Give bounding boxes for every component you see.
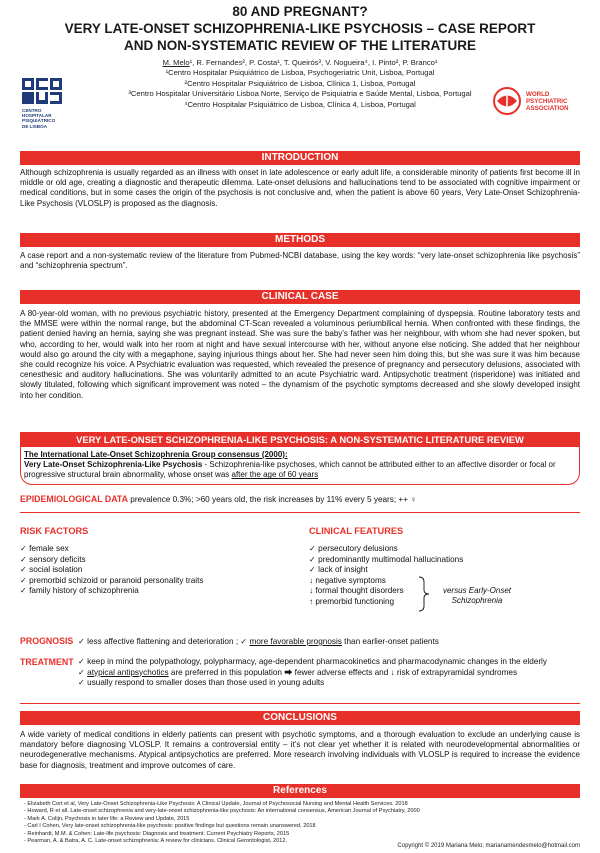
epidemiology-line <box>20 494 416 505</box>
clinical-case-heading: CLINICAL CASE <box>20 290 580 304</box>
references-list <box>24 801 444 845</box>
treatment-item-2 <box>78 668 580 679</box>
reference-item: - Reinhardt, M.M. & Cohen: Late-life psychosis: Diagnosis and treatment. Current Psychiatry Reports, 2015 <box>24 830 290 837</box>
versus-brace-icon <box>418 576 430 612</box>
reference-item: - Pearman, A. & Batra, A. C. Late-onset schizophrenia: A review for clinicians. Clinical Gerontologist, 2012. <box>24 838 288 845</box>
divider-top <box>20 512 580 513</box>
treatment-list <box>78 657 580 689</box>
hospital-logo-mark-icon <box>22 78 68 106</box>
affiliation-4: ⁴Centro Hospitalar Psiquiátrico de Lisboa, Clínica 4, Lisboa, Portugal <box>184 99 416 109</box>
consensus-onset: after the age of 60 years <box>231 470 319 480</box>
treatment-item-2-underlined: atypical antipsychotics <box>87 667 169 677</box>
clinical-features-heading: CLINICAL FEATURES <box>309 526 404 536</box>
copyright: Copyright © 2019 Mariana Melo; marianamendesmelo@hotmail.com <box>397 843 580 849</box>
risk-factor-item: ✓ sensory deficits <box>20 554 86 564</box>
coauthors: ¹, R. Fernandes², P. Costa¹, T. Queirós³, V. Nogueira⁴, I. Pinto², P. Branco¹ <box>189 58 438 67</box>
review-heading: VERY LATE-ONSET SCHIZOPHRENIA-LIKE PSYCHOSIS: A NON-SYSTEMATIC LITERATURE REVIEW <box>20 432 580 447</box>
wpa-logo-text-2: PSYCHIATRIC <box>526 98 568 105</box>
prognosis-text-underlined: more favorable prognosis <box>249 637 342 646</box>
divider-bottom <box>20 703 580 704</box>
consensus-text <box>24 450 576 481</box>
treatment-item-3: ✓ usually respond to smaller doses than those used in young adults <box>78 678 325 688</box>
conclusions-heading: CONCLUSIONS <box>20 711 580 725</box>
consensus-title: The International Late-Onset Schizophrenia Group consensus (2000): <box>24 450 288 459</box>
prognosis-line <box>20 636 580 647</box>
authors-line <box>110 58 490 68</box>
prognosis-text-a: ✓ less affective flattening and deterioration ; ✓ <box>78 637 250 646</box>
introduction-heading: INTRODUCTION <box>20 151 580 165</box>
reference-item: - Elizabeth Cort et al, Very Late-Onset Schizophrenia-Like Psychosis: A Clinical Update, Journal of Psychosocial Nursing and Mental Health Services. 2018 <box>24 801 408 807</box>
consensus-term: Very Late-Onset Schizophrenia-Like Psychosis <box>24 460 203 470</box>
risk-factor-item: ✓ female sex <box>20 544 69 553</box>
treatment-item-1: ✓ keep in mind the polypathology, polypharmacy, age-dependent pharmacokinetics and pharmacodynamic changes in the elderly <box>78 657 547 666</box>
clinical-feature-item: ✓ predominantly multimodal hallucinations <box>309 554 464 564</box>
authors-block <box>110 58 490 110</box>
hospital-logo-text-4: DE LISBOA <box>22 123 48 129</box>
reference-item: - Carl I Cohen, Very late-onset schizophrenia-like psychosis: positive findings but questions remain unanswered, 2018 <box>24 823 316 830</box>
consensus-definition: - Schizophrenia-like psychoses, which cannot be attributed either to an affective disorder or focal or progressive structural brain abnormality, whose onset was <box>24 460 556 480</box>
treatment-item-2-post: are preferred in this population ⮕ fewer adverse effects and ↓ risk of extrapyramidal syndromes <box>168 667 518 677</box>
wpa-globe-icon <box>492 86 522 116</box>
risk-factors-heading: RISK FACTORS <box>20 526 89 536</box>
conclusions-text: A wide variety of medical conditions in elderly patients can present with psychotic symptoms, and a thorough evaluation to exclude an underlying cause is mandatory before diagnosing VLOSLP. It remains a controversial entity – it’s not clear yet whether it is related with neurodevelopmental abnormalities or neurodegenerative mechanisms. Atypical antipsychotics are preferred. More research involving individuals with VLOSLP is required to increase the evidence base for diagnosis, treatment and improve outcomes of care. <box>20 730 580 770</box>
affiliation-1: ¹Centro Hospitalar Psiquiátrico de Lisboa, Psychogeriatric Unit, Lisboa, Portugal <box>165 68 435 78</box>
hospital-logo-text-1: CENTRO <box>22 108 42 113</box>
poster-title-line3: AND NON-SYSTEMATIC REVIEW OF THE LITERATURE <box>124 38 476 53</box>
reference-item: - Howard, R et all. Late-onset schizophrenia and very-late-onset schizophrenia-like psychosis: An international consensus, American Journal of Psychiatry, 2000 <box>24 808 420 815</box>
clinical-case-text: A 80-year-old woman, with no previous psychiatric history, presented at the Emergency Department complaining of dyspepsia. Routine laboratory tests and the MMSE were within the normal range, but the abdominal CT-Scan revealed a voluminous periumbilical hernia. When confronted with these findings, the patient denied having an hernia, saying she was pregnant instead. She was sure the baby’s father was her neighbour, with whom she had never spoken, but who, according to her, would walk into her room at night and have sexual intercourse with her, without anyone else noticing. She added that her neighbour would also go around the city with a megaphone, saying injurious things about her. She had never seen him doing this, but she was sure it was him because she could recognize his voice. A Psychiatric evaluation was requested, which revealed the presence of pregnancy and persecutory delusions, associated with cenesthesic and auditory hallucinations. She was voluntarily admitted to an acute Psychiatric ward. Antipsychotic treatment (risperidone) was initiated and slowly titulated, following which significant improvement was noted – the dynamism of the psychotic symptoms decreased and she slowly developed insight into her condition. <box>20 309 580 400</box>
prognosis-label: PROGNOSIS <box>20 636 74 646</box>
hospital-logo-text-2: HOSPITALAR <box>22 113 52 119</box>
epidemiology-label: EPIDEMIOLOGICAL DATA <box>20 494 129 504</box>
wpa-logo <box>492 84 592 124</box>
versus-note <box>432 586 522 606</box>
epidemiology-text: prevalence 0.3%; >60 years old, the risk increases by 11% every 5 years; ++ ♀ <box>130 495 417 504</box>
risk-factor-item: ✓ premorbid schizoid or paranoid personality traits <box>20 575 204 585</box>
references-heading: References <box>20 784 580 798</box>
clinical-feature-item: ↓ negative symptoms <box>309 575 386 585</box>
clinical-feature-item: ↓ formal thought disorders <box>309 586 404 596</box>
wpa-logo-text-3: ASSOCIATION <box>526 105 569 112</box>
introduction-text: Although schizophrenia is usually regarded as an illness with onset in late adolescence or early adult life, a considerable minority of patients first become ill in middle or old age, creating a diagnostic and therapeutic dilemma. Late-onset delusions and hallucinations tend to be associated with cognitive impairment or medical conditions, but in some cases the origin of the psychosis is not conclusive and, when the patient is above 60 years, Very Late-Onset Schizophrenia-Like Psychosis (VLOSLP) is proposed as the diagnosis. <box>20 168 580 208</box>
treatment-label: TREATMENT <box>20 657 74 667</box>
affiliation-2: ²Centro Hospitalar Psiquiátrico de Lisboa, Clínica 1, Lisboa, Portugal <box>184 78 416 88</box>
treatment-item-2-pre: ✓ <box>78 667 88 677</box>
methods-text: A case report and a non-systematic review of the literature from Pubmed-NCBI database, using the key words: “very late-onset schizophrenia like psychosis” and “schizophrenia spectrum”. <box>20 251 580 271</box>
versus-line-2: Schizophrenia <box>451 596 503 605</box>
reference-item: - Mark A. Colijn, Psychosis in later life: a Review and Update, 2015 <box>24 815 190 822</box>
clinical-feature-item: ✓ persecutory delusions <box>309 544 398 553</box>
versus-line-1: versus Early-Onset <box>442 586 512 595</box>
lead-author: M. Melo <box>162 58 190 67</box>
poster-title-line1: 80 AND PREGNANT? <box>232 4 368 19</box>
hospital-logo <box>22 78 72 128</box>
clinical-feature-item: ↑ premorbid functioning <box>309 596 395 606</box>
hospital-logo-text-3: PSIQUIÁTRICO <box>22 118 56 124</box>
methods-heading: METHODS <box>20 233 580 247</box>
affiliation-3: ³Centro Hospitalar Universitário Lisboa Norte, Serviço de Psiquiatria e Saúde Mental, Lisboa, Portugal <box>128 89 472 99</box>
clinical-feature-item: ✓ lack of insight <box>309 565 368 575</box>
wpa-logo-text-1: WORLD <box>526 91 550 98</box>
prognosis-text-b: than earlier-onset patients <box>341 637 439 646</box>
poster-title-line2: VERY LATE-ONSET SCHIZOPHRENIA-LIKE PSYCHOSIS – CASE REPORT <box>64 21 536 36</box>
risk-factor-item: ✓ social isolation <box>20 565 83 575</box>
risk-factors-list <box>20 544 290 597</box>
risk-factor-item: ✓ family history of schizophrenia <box>20 586 139 596</box>
